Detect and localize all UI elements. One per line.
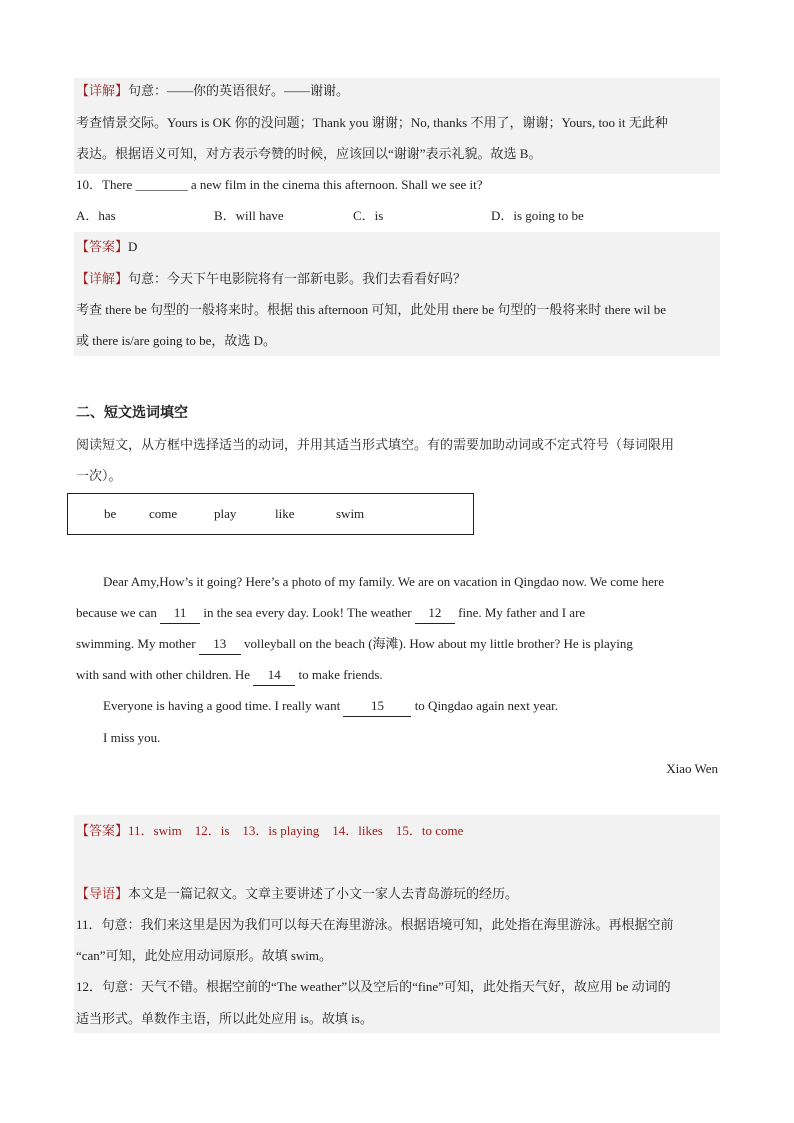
explanation-line: 11．句意：我们来这里是因为我们可以每天在海里游泳。根据语境可知，此处指在海里游泳。再根据空前 bbox=[76, 917, 674, 932]
option-b[interactable]: B．will have bbox=[214, 208, 284, 223]
option-d[interactable]: D．is going to be bbox=[491, 208, 584, 223]
blank-12[interactable]: 12 bbox=[415, 603, 455, 624]
explanation-line: 适当形式。单数作主语，所以此处应用 is。故填 is。 bbox=[76, 1011, 373, 1026]
instruction-line: 一次）。 bbox=[76, 468, 122, 483]
blank-13[interactable]: 13 bbox=[199, 634, 241, 655]
word-box bbox=[67, 493, 474, 535]
question-number: 10． bbox=[76, 177, 103, 192]
question-stem-before: There bbox=[102, 177, 133, 192]
passage-line: swimming. My mother 13 volleyball on the beach (海滩). How about my little brother? He is playing bbox=[76, 634, 633, 655]
answer-line bbox=[76, 237, 137, 257]
question-10 bbox=[76, 175, 483, 195]
passage-line: I miss you. bbox=[103, 730, 161, 745]
answer-text: 11．swim 12．is 13．is playing 14．likes 15．to come bbox=[128, 823, 464, 838]
answer-tag: 【答案】 bbox=[76, 823, 129, 838]
guide-tag: 【导语】 bbox=[76, 886, 129, 901]
explanation-line: 12．句意：天气不错。根据空前的“The weather”以及空后的“fine”可知，此处指天气好，故应用 be 动词的 bbox=[76, 979, 671, 994]
passage-line: because we can 11 in the sea every day. Look! The weather 12 fine. My father and I are bbox=[76, 603, 585, 624]
explanation-line: 考查情景交际。Yours is OK 你的没问题；Thank you 谢谢；No, thanks 不用了，谢谢；Yours, too it 无此种 bbox=[76, 115, 668, 130]
word-option: be bbox=[104, 506, 117, 521]
instruction-line: 阅读短文，从方框中选择适当的动词，并用其适当形式填空。有的需要加助动词或不定式符号（每词限用 bbox=[76, 437, 675, 452]
option-c[interactable]: C．is bbox=[353, 208, 384, 223]
detail-tag: 【详解】 bbox=[76, 83, 129, 98]
detail-line bbox=[76, 81, 349, 101]
explanation-line: “can”可知，此处应用动词原形。故填 swim。 bbox=[76, 948, 333, 963]
blank-15[interactable]: 15 bbox=[343, 696, 411, 717]
answer-tag: 【答案】 bbox=[76, 239, 129, 254]
passage-line: Everyone is having a good time. I really want 15 to Qingdao again next year. bbox=[103, 696, 558, 717]
word-option: play bbox=[214, 506, 237, 521]
section-title: 二、短文选词填空 bbox=[76, 405, 188, 421]
passage-line: with sand with other children. He 14 to make friends. bbox=[76, 665, 383, 686]
question-stem-after: a new film in the cinema this afternoon. Shall we see it? bbox=[190, 177, 483, 192]
explanation-line: 表达。根据语义可知，对方表示夸赞的时候，应该回以“谢谢”表示礼貌。故选 B。 bbox=[76, 146, 542, 161]
explanation-line: 考查 there be 句型的一般将来时。根据 this afternoon 可知，此处用 there be 句型的一般将来时 there wil be bbox=[76, 302, 666, 317]
detail-line bbox=[76, 269, 466, 289]
guide-text: 本文是一篇记叙文。文章主要讲述了小文一家人去青岛游玩的经历。 bbox=[128, 886, 519, 901]
blank-14[interactable]: 14 bbox=[253, 665, 295, 686]
guide-line bbox=[76, 884, 518, 904]
answer-text: D bbox=[128, 239, 138, 254]
answer-line bbox=[76, 821, 463, 841]
word-option: come bbox=[149, 506, 178, 521]
detail-tag: 【详解】 bbox=[76, 271, 129, 286]
detail-text: 句意：今天下午电影院将有一部新电影。我们去看看好吗？ bbox=[128, 271, 467, 286]
explanation-line: 或 there is/are going to be，故选 D。 bbox=[76, 333, 277, 348]
detail-text: 句意：——你的英语很好。——谢谢。 bbox=[128, 83, 350, 98]
signature: Xiao Wen bbox=[666, 761, 718, 776]
word-option: swim bbox=[336, 506, 365, 521]
answer-blank: ________ bbox=[135, 177, 188, 192]
word-option: like bbox=[275, 506, 295, 521]
passage-line: Dear Amy,How’s it going? Here’s a photo of my family. We are on vacation in Qingdao now. We come here bbox=[103, 574, 664, 589]
blank-11[interactable]: 11 bbox=[160, 603, 200, 624]
option-a[interactable]: A．has bbox=[76, 208, 116, 223]
